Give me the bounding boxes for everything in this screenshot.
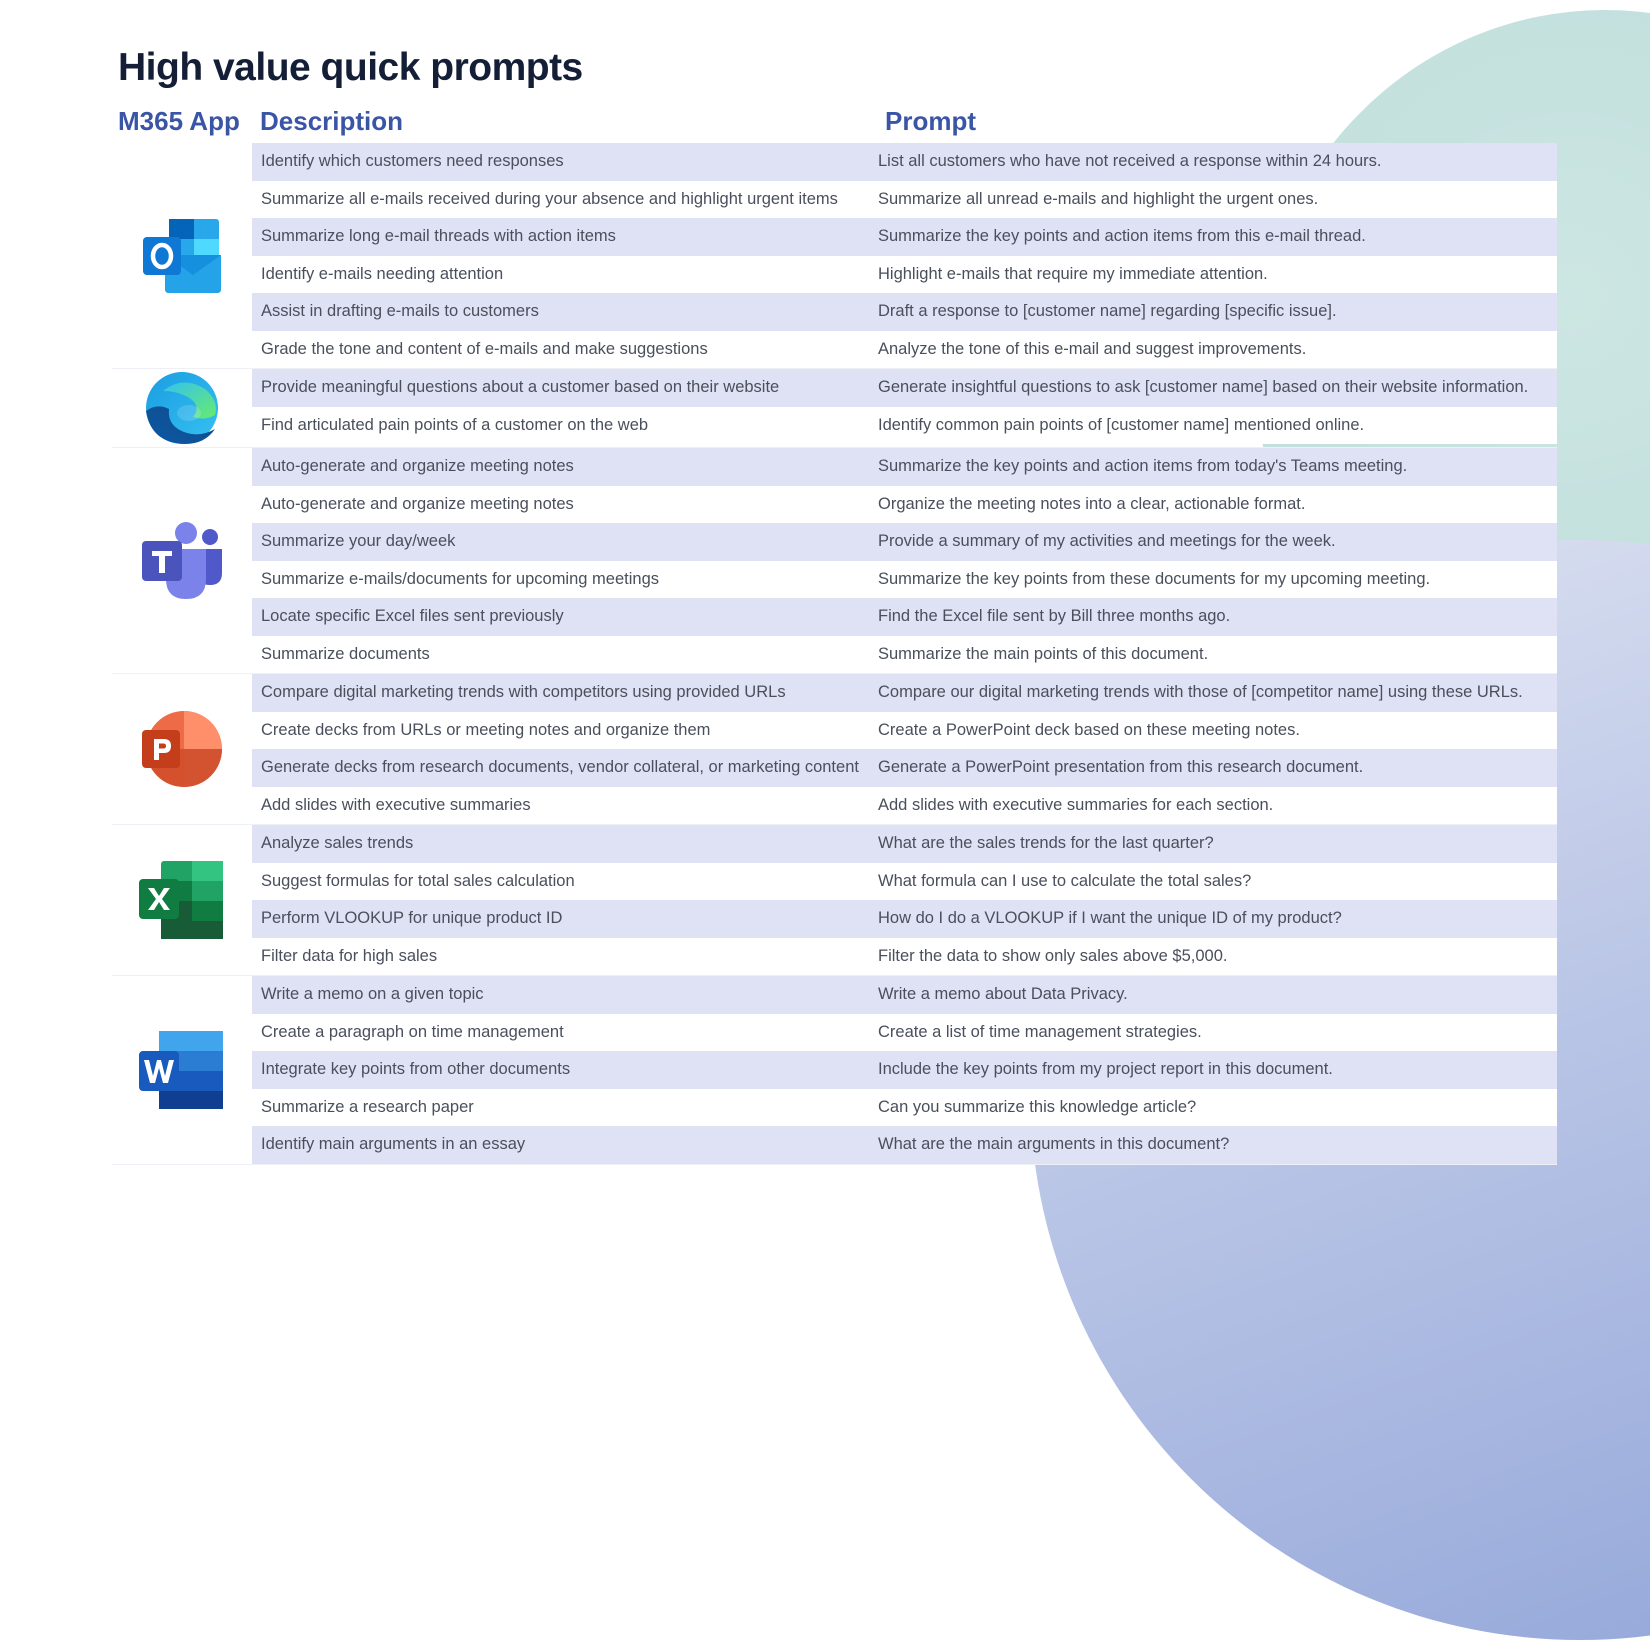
prompt-cell: What formula can I use to calculate the total sales? [878,871,1252,890]
table-row [252,331,1557,369]
prompt-cell: Highlight e-mails that require my immediate attention. [878,264,1268,283]
table-row [252,749,1557,787]
table-row [252,407,1557,445]
column-header-prompt: Prompt [885,106,976,136]
prompt-cell: Organize the meeting notes into a clear, actionable format. [878,494,1306,513]
description-cell: Identify which customers need responses [261,152,564,171]
table-row [252,976,1557,1014]
prompt-cell: Provide a summary of my activities and meetings for the week. [878,532,1336,551]
edge-icon [112,369,252,447]
table-row [252,598,1557,636]
prompt-cell: Write a memo about Data Privacy. [878,985,1128,1004]
table-row [252,523,1557,561]
prompt-cell: What are the main arguments in this document? [878,1135,1230,1154]
description-cell: Identify main arguments in an essay [261,1135,526,1154]
description-cell: Assist in drafting e-mails to customers [261,302,539,321]
prompt-cell: Summarize the key points from these documents for my upcoming meeting. [878,569,1431,588]
table-row [252,1014,1557,1052]
description-cell: Compare digital marketing trends with competitors using provided URLs [261,683,786,702]
outlook-icon [112,143,252,368]
prompt-cell: Find the Excel file sent by Bill three months ago. [878,607,1231,626]
table-row [252,712,1557,750]
description-cell: Create decks from URLs or meeting notes and organize them [261,720,711,739]
table-row [252,1051,1557,1089]
prompt-cell: Identify common pain points of [customer name] mentioned online. [878,415,1365,434]
app-group-edge [112,369,1557,448]
app-group-excel [112,825,1557,976]
table-row [252,561,1557,599]
description-cell: Create a paragraph on time management [261,1022,564,1041]
teams-icon [112,448,252,673]
description-cell: Summarize your day/week [261,532,456,551]
table-row [252,825,1557,863]
description-cell: Analyze sales trends [261,834,414,853]
table-row [252,181,1557,219]
column-header-description: Description [260,106,404,136]
description-cell: Identify e-mails needing attention [261,264,504,283]
app-group-outlook [112,143,1557,369]
powerpoint-icon [112,674,252,824]
description-cell: Generate decks from research documents, vendor collateral, or marketing content [261,758,859,777]
description-cell: Provide meaningful questions about a customer based on their website [261,378,780,397]
description-cell: Summarize a research paper [261,1097,474,1116]
prompt-cell: Create a list of time management strategies. [878,1022,1202,1041]
description-cell: Find articulated pain points of a customer on the web [261,415,649,434]
table-row [252,863,1557,901]
description-cell: Perform VLOOKUP for unique product ID [261,909,563,928]
app-group-powerpoint [112,674,1557,825]
prompt-cell: Add slides with executive summaries for each section. [878,795,1274,814]
prompt-cell: Summarize the main points of this document. [878,644,1209,663]
table-row [252,636,1557,674]
prompt-cell: List all customers who have not received a response within 24 hours. [878,152,1382,171]
prompt-cell: Draft a response to [customer name] regarding [specific issue]. [878,302,1337,321]
table-row [252,369,1557,407]
prompts-table [112,143,1557,1165]
prompt-cell: Analyze the tone of this e-mail and suggest improvements. [878,339,1307,358]
description-cell: Summarize e-mails/documents for upcoming meetings [261,569,659,588]
description-cell: Locate specific Excel files sent previously [261,607,564,626]
description-cell: Integrate key points from other documents [261,1060,571,1079]
prompt-cell: Create a PowerPoint deck based on these meeting notes. [878,720,1300,739]
description-cell: Grade the tone and content of e-mails and make suggestions [261,339,708,358]
description-cell: Add slides with executive summaries [261,795,531,814]
prompt-cell: What are the sales trends for the last quarter? [878,834,1214,853]
excel-icon [112,825,252,975]
word-icon [112,976,252,1164]
table-row [252,293,1557,331]
table-row [252,143,1557,181]
table-row [252,1089,1557,1127]
prompt-cell: Summarize all unread e-mails and highlight the urgent ones. [878,189,1319,208]
table-row [252,674,1557,712]
table-row [252,787,1557,825]
prompt-cell: Include the key points from my project report in this document. [878,1060,1333,1079]
column-header-app: M365 App [118,106,240,136]
description-cell: Suggest formulas for total sales calculation [261,871,575,890]
table-row [252,486,1557,524]
description-cell: Summarize long e-mail threads with action items [261,227,616,246]
prompt-cell: Compare our digital marketing trends with those of [competitor name] using these URLs. [878,683,1523,702]
table-row [252,938,1557,976]
app-group-teams [112,448,1557,674]
description-cell: Filter data for high sales [261,946,438,965]
table-row [252,900,1557,938]
prompt-cell: Summarize the key points and action items from today's Teams meeting. [878,457,1408,476]
page-title: High value quick prompts [118,46,583,89]
description-cell: Auto-generate and organize meeting notes [261,457,574,476]
description-cell: Summarize all e-mails received during your absence and highlight urgent items [261,189,838,208]
description-cell: Summarize documents [261,644,430,663]
table-row [252,218,1557,256]
description-cell: Write a memo on a given topic [261,985,484,1004]
prompt-cell: Can you summarize this knowledge article? [878,1097,1197,1116]
table-row [252,256,1557,294]
prompt-cell: Generate insightful questions to ask [customer name] based on their website information. [878,378,1529,397]
prompt-cell: Filter the data to show only sales above $5,000. [878,946,1228,965]
prompt-cell: Generate a PowerPoint presentation from this research document. [878,758,1364,777]
table-row [252,1126,1557,1164]
prompt-cell: Summarize the key points and action items from this e-mail thread. [878,227,1366,246]
prompt-cell: How do I do a VLOOKUP if I want the unique ID of my product? [878,909,1342,928]
description-cell: Auto-generate and organize meeting notes [261,494,574,513]
table-row [252,448,1557,486]
app-group-word [112,976,1557,1165]
